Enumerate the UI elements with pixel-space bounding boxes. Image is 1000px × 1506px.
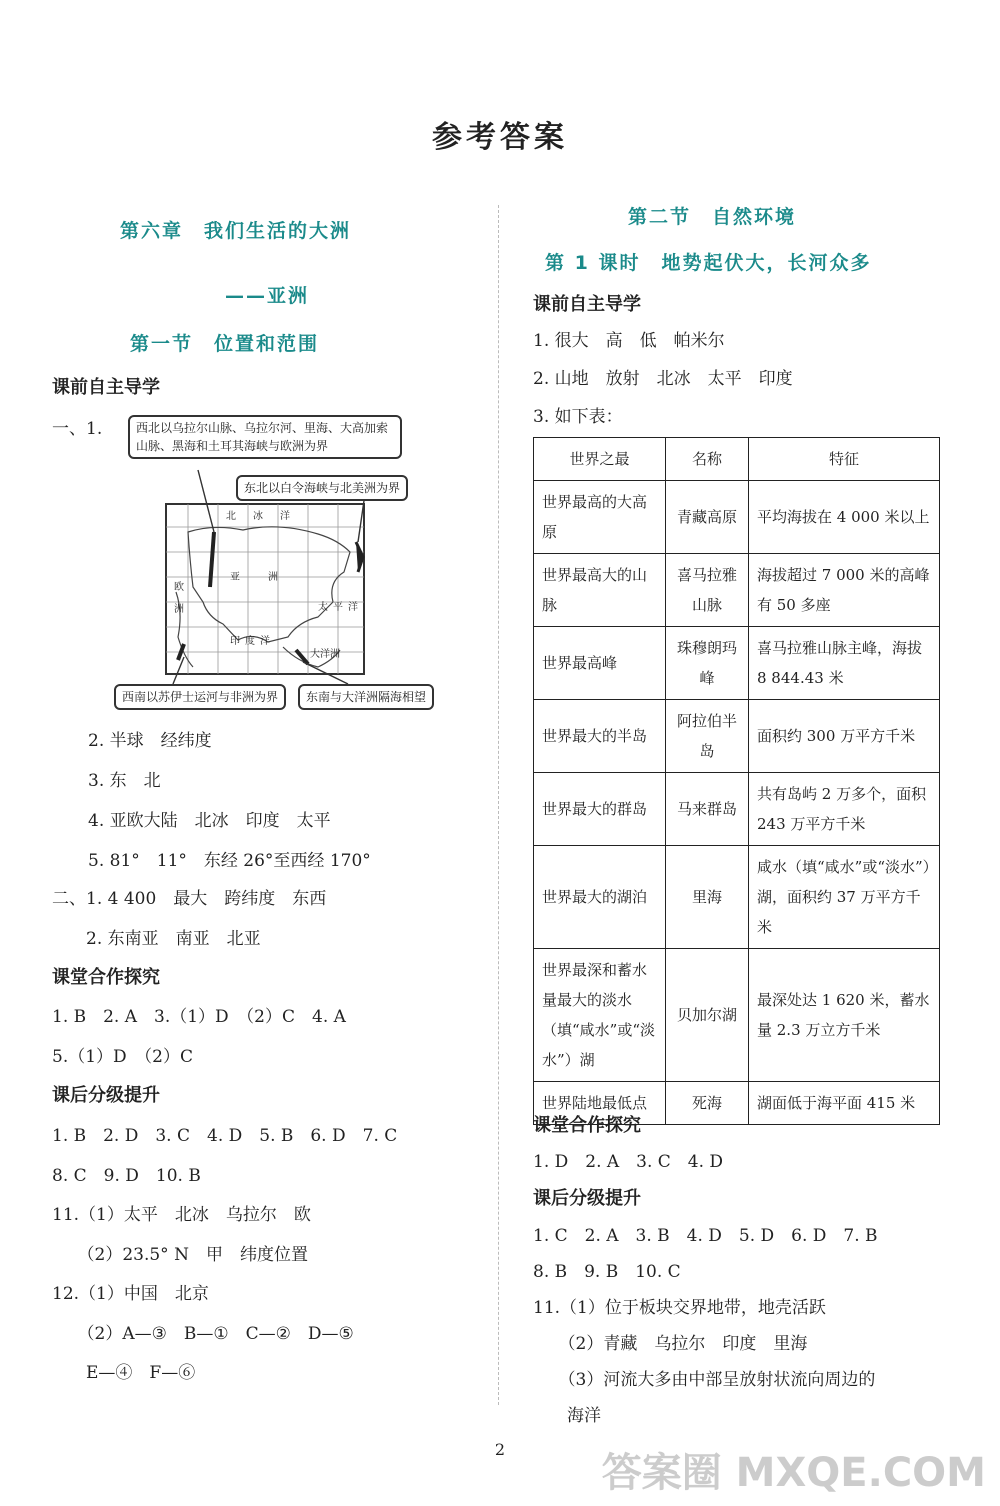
map-label-pacific-2: 平	[333, 602, 343, 613]
table-cell: 世界最大的湖泊	[534, 846, 666, 949]
column-divider	[498, 205, 499, 1405]
pre-heading-right: 课前自主导学	[533, 294, 641, 315]
answer-line: 2. 山地 放射 北冰 太平 印度	[533, 369, 793, 389]
table-cell: 世界最高峰	[534, 627, 666, 700]
answer-line: 11.（1）位于板块交界地带，地壳活跃	[533, 1298, 826, 1318]
answer-line: E—④ F—⑥	[52, 1363, 196, 1383]
answer-line: 2. 东南亚 南亚 北亚	[52, 929, 261, 949]
answer-line: 4. 亚欧大陆 北冰 印度 太平	[88, 811, 331, 831]
answer-line: 海洋	[533, 1406, 601, 1426]
coop-heading-right: 课堂合作探究	[533, 1115, 641, 1136]
map-label-ocean: 洋	[280, 511, 290, 522]
table-cell: 珠穆朗玛峰	[666, 627, 749, 700]
item1-prefix: 一、1.	[52, 419, 103, 439]
left-lines-b	[52, 884, 326, 964]
answer-line: 3. 如下表：	[533, 407, 623, 427]
page-title: 参考答案	[432, 120, 568, 155]
answer-line: 1. B 2. A 3.（1）D （2）C 4. A	[52, 1007, 346, 1027]
map-label-indian-3: 洋	[260, 636, 270, 647]
table-cell: 喜马拉雅山脉主峰，海拔 8 844.43 米	[749, 627, 940, 700]
answer-line: 1. 很大 高 低 帕米尔	[533, 331, 725, 351]
answer-line: 3. 东 北	[88, 771, 161, 791]
table-cell: 阿拉伯半岛	[666, 700, 749, 773]
map-label-asia-2: 洲	[268, 572, 278, 583]
answer-table	[533, 437, 940, 1125]
answer-line: 8. B 9. B 10. C	[533, 1262, 681, 1282]
map-label-indian: 印	[230, 636, 240, 647]
table-cell: 世界陆地最低点	[534, 1082, 666, 1125]
map-label-oceania: 大洋洲	[310, 649, 340, 660]
table-cell: 共有岛屿 2 万多个，面积 243 万平方千米	[749, 773, 940, 846]
table-header: 名称	[666, 438, 749, 481]
answer-line: （2）青藏 乌拉尔 印度 里海	[533, 1334, 808, 1354]
after-lines-left	[52, 1121, 397, 1398]
table-cell: 最深处达 1 620 米，蓄水量 2.3 万立方千米	[749, 949, 940, 1082]
table-cell: 贝加尔湖	[666, 949, 749, 1082]
table-cell: 世界最高的大高原	[534, 481, 666, 554]
table-row	[534, 627, 940, 700]
answer-line: 1. B 2. D 3. C 4. D 5. B 6. D 7. C	[52, 1126, 398, 1146]
page-number: 2	[494, 1440, 506, 1459]
table-cell: 喜马拉雅山脉	[666, 554, 749, 627]
table-cell: 湖面低于海平面 415 米	[749, 1082, 940, 1125]
left-lines-a	[88, 726, 371, 886]
table-cell: 世界最大的半岛	[534, 700, 666, 773]
answer-line: 11.（1）太平 北冰 乌拉尔 欧	[52, 1205, 311, 1225]
map-label-pacific-3: 洋	[348, 602, 358, 613]
section-title-right: 第二节 自然环境	[628, 206, 797, 228]
map-label-north: 北	[226, 511, 236, 522]
table-row	[534, 773, 940, 846]
table-cell: 咸水（填“咸水”或“淡水”）湖，面积约 37 万平方千米	[749, 846, 940, 949]
table-cell: 平均海拔在 4 000 米以上	[749, 481, 940, 554]
table-header: 世界之最	[534, 438, 666, 481]
table-cell: 世界最大的群岛	[534, 773, 666, 846]
table-cell: 里海	[666, 846, 749, 949]
map-callout-sw: 西南以苏伊士运河与非洲为界	[114, 684, 286, 710]
answer-line: 2. 半球 经纬度	[88, 731, 212, 751]
table-cell: 海拔超过 7 000 米的高峰有 50 多座	[749, 554, 940, 627]
lesson-title: 第 1 课时 地势起伏大，长河众多	[545, 252, 872, 274]
section-title-left: 第一节 位置和范围	[130, 333, 320, 355]
table-cell: 世界最高大的山脉	[534, 554, 666, 627]
table-row	[534, 700, 940, 773]
table-row	[534, 949, 940, 1082]
coop-lines-right	[533, 1147, 723, 1185]
table-row	[534, 554, 940, 627]
answer-line: 1. C 2. A 3. B 4. D 5. D 6. D 7. B	[533, 1226, 878, 1246]
answer-line: （2）23.5° N 甲 纬度位置	[52, 1244, 308, 1265]
table-cell: 世界最深和蓄水量最大的淡水（填“咸水”或“淡水”）湖	[534, 949, 666, 1082]
pre-heading-left: 课前自主导学	[52, 377, 160, 398]
map-callout-ne: 东北以白令海峡与北美洲为界	[236, 475, 408, 501]
answer-line: （3）河流大多由中部呈放射状流向周边的	[533, 1370, 876, 1390]
table-row	[534, 481, 940, 554]
coop-lines-left	[52, 1002, 346, 1082]
table-header-row	[534, 438, 940, 481]
chapter-subtitle: ——亚洲	[225, 285, 310, 307]
answer-line: 二、1. 4 400 最大 跨纬度 东西	[52, 889, 327, 909]
table-row	[534, 846, 940, 949]
table-cell: 死海	[666, 1082, 749, 1125]
coop-heading-left: 课堂合作探究	[52, 967, 160, 988]
after-lines-right	[533, 1221, 878, 1437]
after-heading-left: 课后分级提升	[52, 1085, 160, 1106]
after-heading-right: 课后分级提升	[533, 1188, 641, 1209]
watermark: 答案圈 MXQE.COM	[601, 1450, 986, 1496]
map-callout-nw: 西北以乌拉尔山脉、乌拉尔河、里海、大高加索山脉、黑海和土耳其海峡与欧洲为界	[128, 415, 402, 459]
map-label-pacific: 太	[318, 602, 328, 613]
answer-line: （2）A—③ B—① C—② D—⑤	[52, 1323, 354, 1344]
answer-line: 12.（1）中国 北京	[52, 1284, 209, 1304]
answer-line: 5.（1）D （2）C	[52, 1047, 193, 1067]
asia-map	[118, 412, 452, 710]
answer-line: 8. C 9. D 10. B	[52, 1165, 201, 1186]
chapter-title: 第六章 我们生活的大洲	[120, 220, 352, 242]
table-header: 特征	[749, 438, 940, 481]
answer-line: 1. D 2. A 3. C 4. D	[533, 1152, 724, 1172]
map-label-europe-2: 洲	[174, 604, 184, 615]
table-cell: 马来群岛	[666, 773, 749, 846]
map-label-indian-2: 度	[245, 636, 255, 647]
table-cell: 面积约 300 万平方千米	[749, 700, 940, 773]
pre-lines-right	[533, 326, 793, 440]
answer-line: 5. 81° 11° 东经 26°至西经 170°	[88, 851, 371, 871]
map-label-europe: 欧	[174, 582, 184, 593]
table-cell: 青藏高原	[666, 481, 749, 554]
map-callout-se: 东南与大洋洲隔海相望	[298, 684, 434, 710]
map-label-ice: 冰	[253, 511, 263, 522]
map-label-asia: 亚	[230, 572, 240, 583]
